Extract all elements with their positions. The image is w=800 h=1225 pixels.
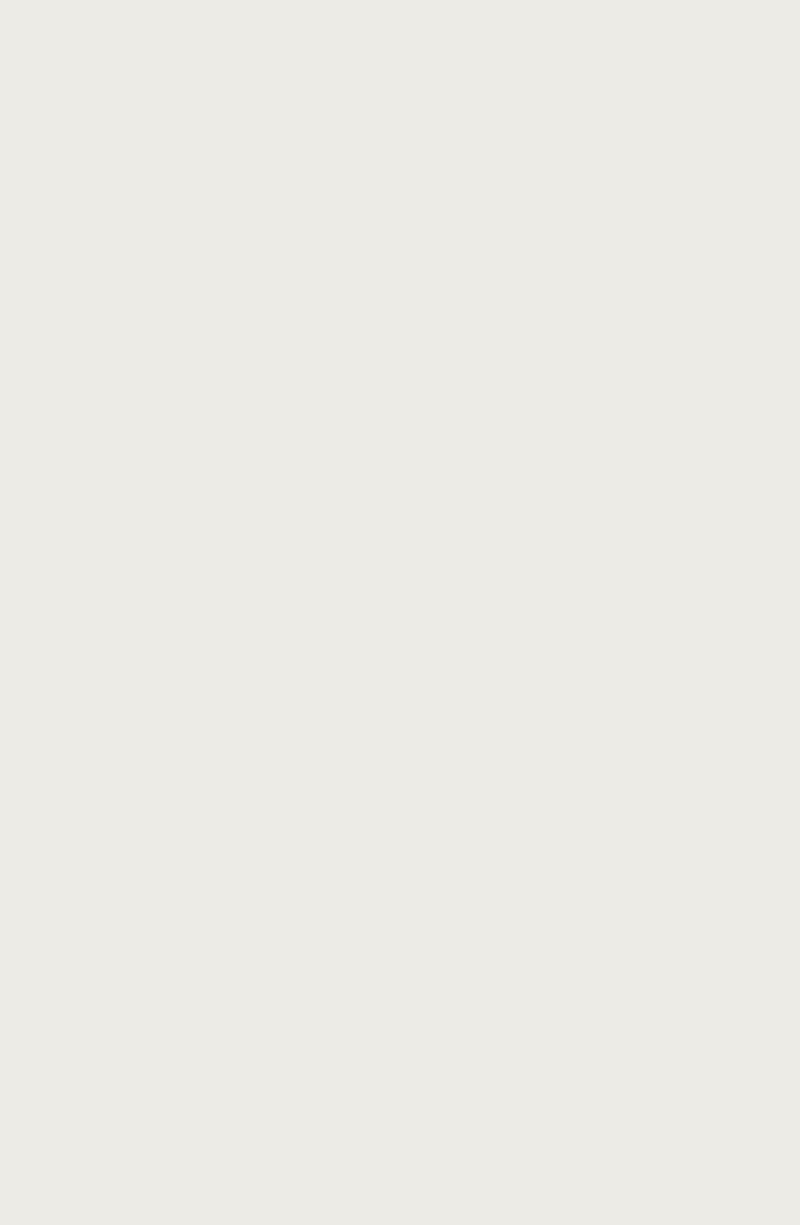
bottom-text-block: [0, 650, 800, 1210]
top-text-block: [0, 60, 800, 620]
